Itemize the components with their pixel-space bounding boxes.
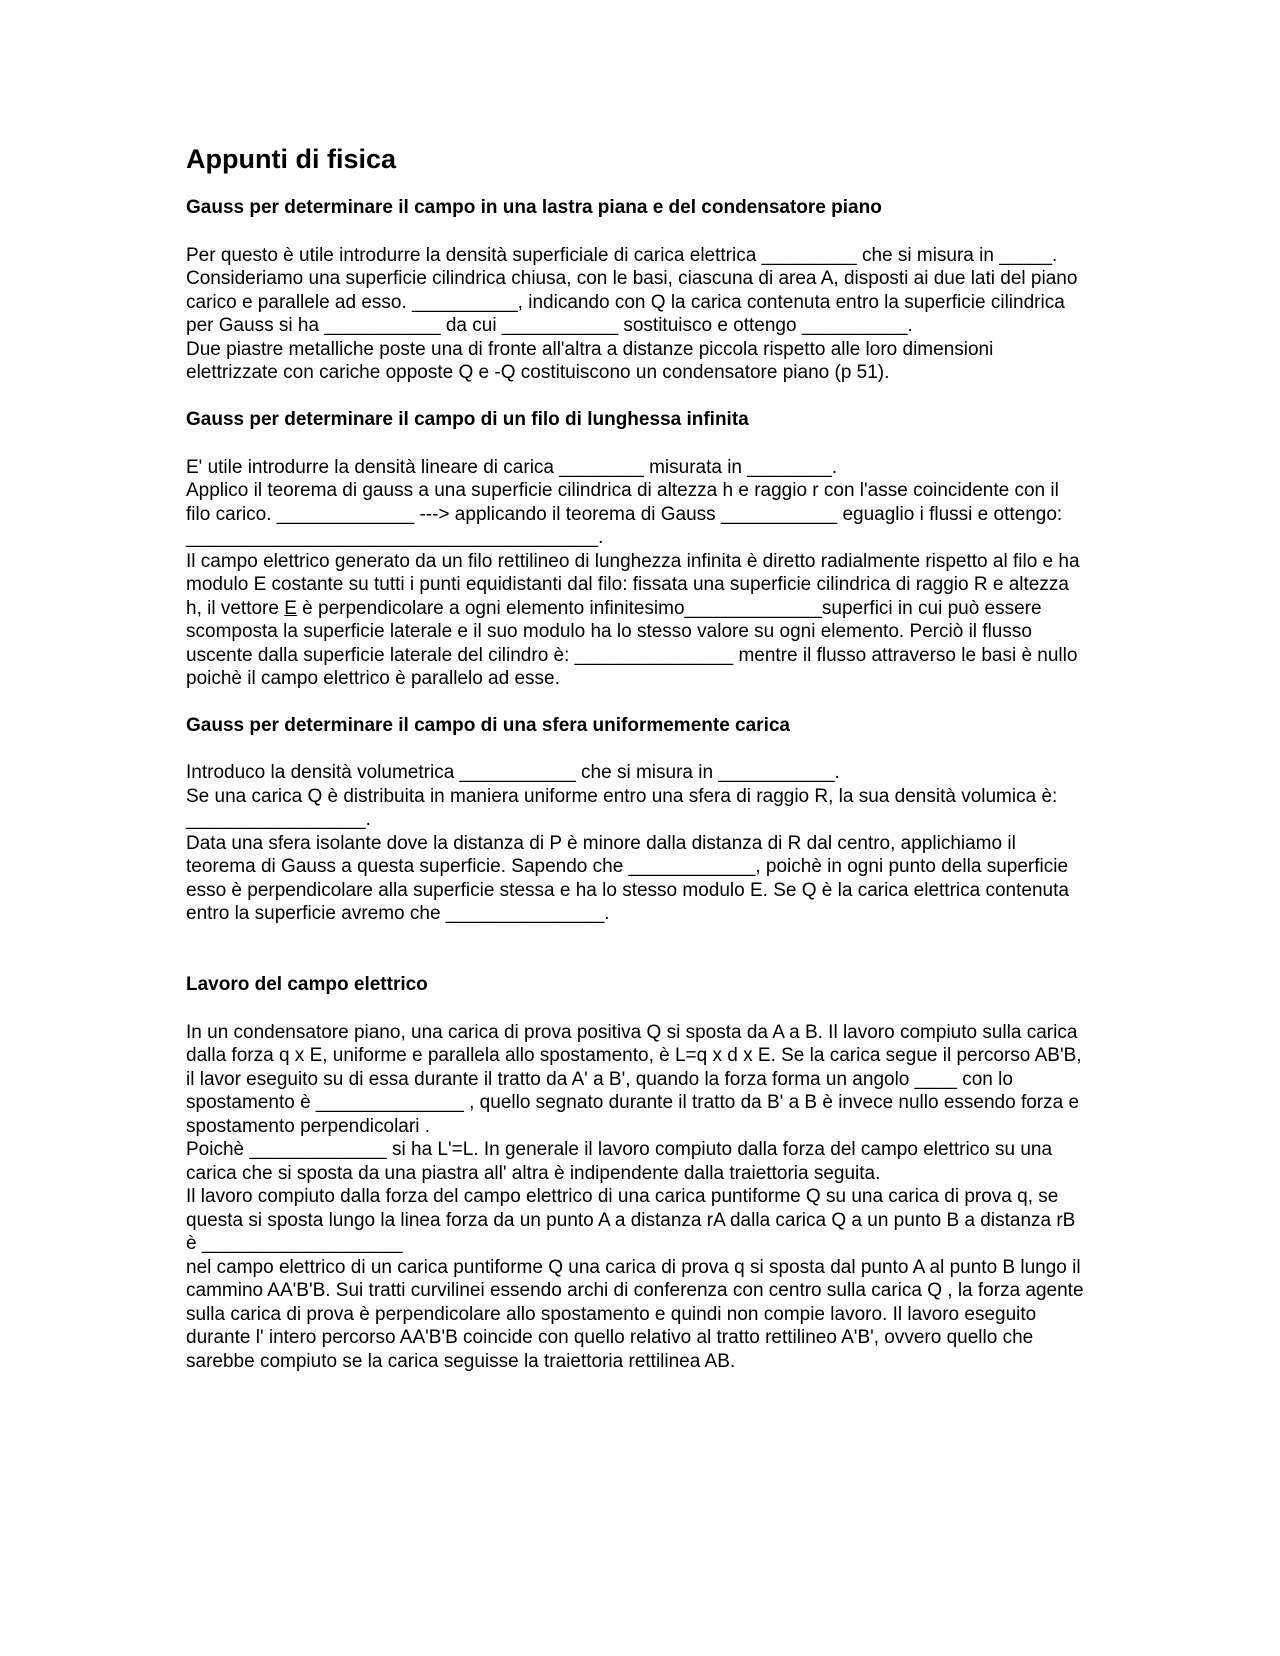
section-gauss-sfera	[186, 715, 1086, 926]
vector-e-symbol: E	[284, 597, 297, 619]
paragraph: Se una carica Q è distribuita in maniera uniforme entro una sfera di raggio R, la sua densità volumica è: _________________.	[186, 785, 1058, 831]
paragraph-text: Il campo elettrico generato da un filo rettilineo di lunghezza infinita è diretto radialmente rispetto al filo e ha modulo E costante su tutti i punti equidistanti dal filo: fissata una superficie cilindrica di raggio R e altezza h, il vettore	[186, 550, 1080, 619]
paragraph: Due piastre metalliche poste una di fronte all'altra a distanze piccola rispetto alle loro dimensioni elettrizzate con cariche opposte Q e -Q costituiscono un condensatore piano (p 51).	[186, 338, 994, 384]
section-heading: Gauss per determinare il campo in una lastra piana e del condensatore piano	[186, 197, 882, 219]
document-title: Appunti di fisica	[186, 144, 397, 174]
section-heading: Gauss per determinare il campo di un filo di lunghessa infinita	[186, 408, 749, 430]
paragraph: E' utile introdurre la densità lineare di carica ________ misurata in ________.	[186, 456, 838, 478]
paragraph: Poichè _____________ si ha L'=L. In generale il lavoro compiuto dalla forza del campo elettrico su una carica che si sposta da una piastra all' altra è indipendente dalla traiettoria seguita.	[186, 1139, 1053, 1184]
section-lavoro	[186, 974, 1086, 1373]
paragraph: Il lavoro compiuto dalla forza del campo elettrico di una carica puntiforme Q su una carica di prova q, se questa si sposta lungo la linea forza da un punto A a distanza rA dalla carica Q a un punto B a distanza rB è ___________________	[186, 1186, 1076, 1255]
paragraph: Introduco la densità volumetrica ___________ che si misura in ___________.	[186, 762, 840, 784]
paragraph: nel campo elettrico di un carica puntiforme Q una carica di prova q si sposta dal punto A al punto B lungo il cammino AA'B'B. Sui tratti curvilinei essendo archi di conferenza con centro sulla carica Q , la forza agente sulla carica di prova è perpendicolare allo spostamento e quindi non compie lavoro. Il lavoro eseguito durante l' intero percorso AA'B'B coincide con quello relativo al tratto rettilineo A'B', ovvero quello che sarebbe compiuto se la carica seguisse la traiettoria rettilinea AB.	[186, 1256, 1084, 1372]
paragraph-text: è perpendicolare a ogni elemento infinitesimo_____________superfici in cui può essere scomposta la superficie laterale e il suo modulo ha lo stesso valore su ogni elemento. Perciò il flusso uscente dalla superficie laterale del cilindro è: _______________ mentre il flusso attraverso le basi è nullo poichè il campo elettrico è parallelo ad esse.	[186, 597, 1078, 690]
paragraph: In un condensatore piano, una carica di prova positiva Q si sposta da A a B. Il lavoro compiuto sulla carica dalla forza q x E, uniforme e parallela allo spostamento, è L=q x d x E. Se la carica segue il percorso AB'B, il lavor eseguito su di essa durante il tratto da A' a B', quando la forza forma un angolo ____ con lo spostamento è ______________ , quello segnato durante il tratto da B' a B è invece nullo essendo forza e spostamento perpendicolari .	[186, 1021, 1082, 1137]
section-gauss-filo	[186, 409, 1086, 691]
section-heading: Gauss per determinare il campo di una sfera uniformemente carica	[186, 714, 790, 736]
section-heading: Lavoro del campo elettrico	[186, 973, 428, 995]
section-gauss-lastra	[186, 197, 1086, 385]
paragraph: Applico il teorema di gauss a una superficie cilindrica di altezza h e raggio r con l'asse coincidente con il filo carico. _____________ ---> applicando il teorema di Gauss ___________ eguaglio i flussi e ottengo: _______________________________________.	[186, 480, 1063, 549]
document-page	[186, 142, 1086, 1373]
paragraph	[186, 550, 1086, 691]
paragraph: Data una sfera isolante dove la distanza di P è minore dalla distanza di R dal centro, applichiamo il teorema di Gauss a questa superficie. Sapendo che ____________, poichè in ogni punto della superficie esso è perpendicolare alla superficie stessa e ha lo stesso modulo E. Se Q è la carica elettrica contenuta entro la superficie avremo che _______________.	[186, 832, 1069, 925]
paragraph: Per questo è utile introdurre la densità superficiale di carica elettrica _________ che si misura in _____. Consideriamo una superficie cilindrica chiusa, con le basi, ciascuna di area A, disposti ai due lati del piano carico e parallele ad esso. __________, indicando con Q la carica contenuta entro la superficie cilindrica per Gauss si ha ___________ da cui ___________ sostituisco e ottengo __________.	[186, 244, 1078, 337]
